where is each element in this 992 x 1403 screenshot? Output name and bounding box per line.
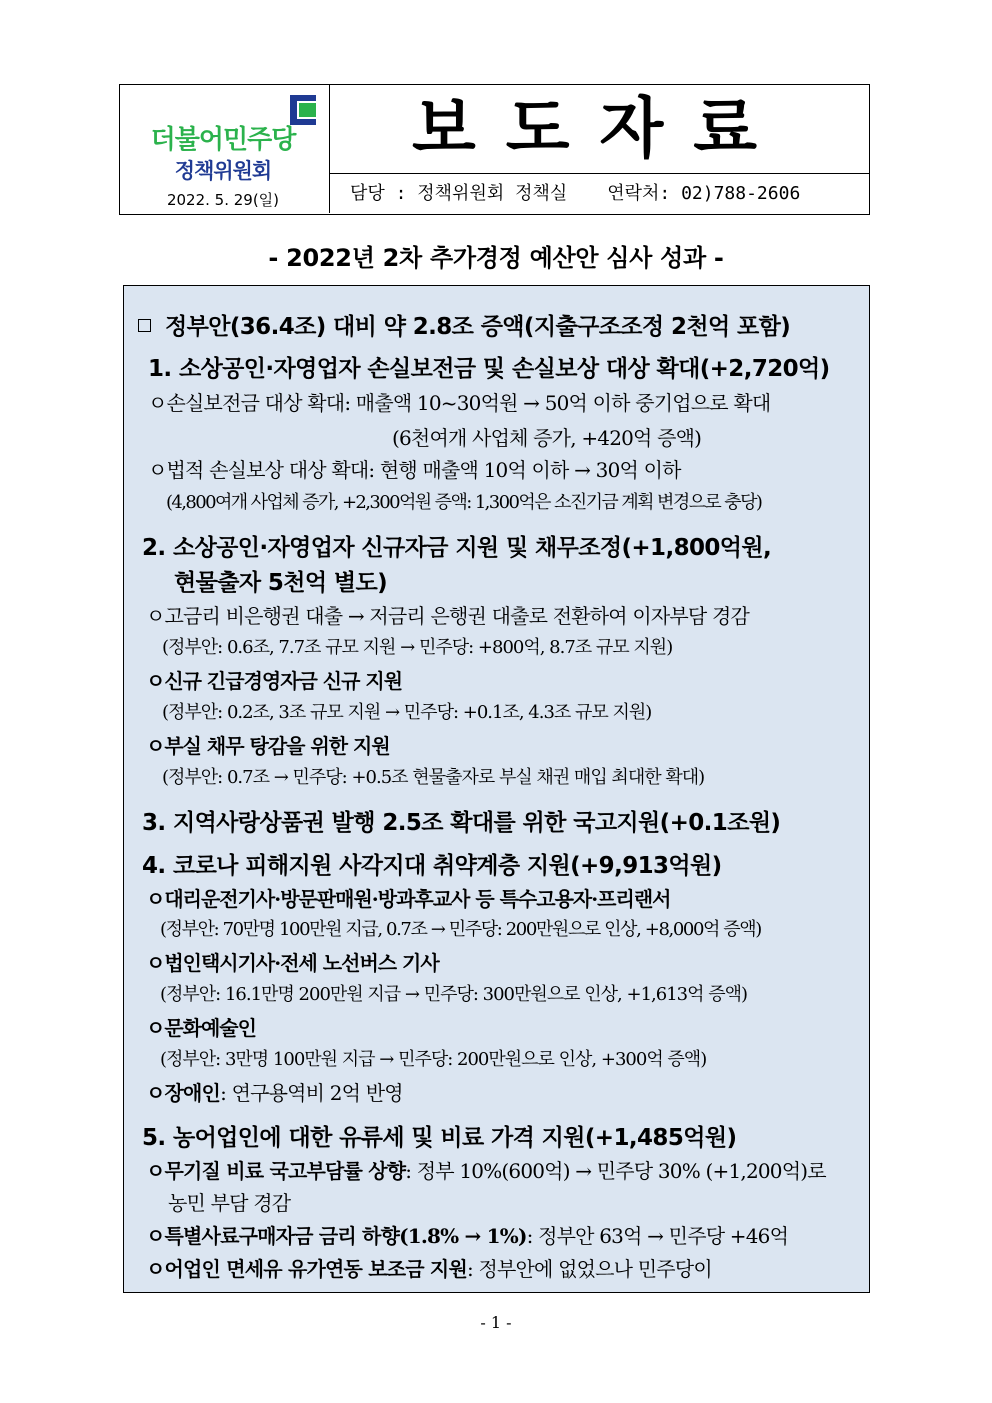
section-4-bullet-4: ㅇ장애인: 연구용역비 2억 반영 xyxy=(146,1081,403,1105)
contact-person: 담당 : 정책위원회 정책실 xyxy=(350,183,568,204)
party-name: 더불어민주당 xyxy=(150,125,296,155)
summary-line: 정부안(36.4조) 대비 약 2.8조 증액(지출구조조정 2천억 포함) xyxy=(138,308,790,341)
section-5-bullet-2: ㅇ특별사료구매자금 금리 하향(1.8% → 1%): 정부안 63억 → 민주당 +46억 xyxy=(146,1224,789,1248)
content-box xyxy=(123,285,870,1293)
section-4-bullet-1-note: (정부안: 70만명 100만원 지급, 0.7조 → 민주당: 200만원으로 인상, +8,000억 증액) xyxy=(160,919,761,940)
title-cell xyxy=(330,85,869,174)
section-2-bullet-3: ㅇ부실 채무 탕감을 위한 지원 xyxy=(146,734,390,758)
document-subtitle: - 2022년 2차 추가경정 예산안 심사 성과 - xyxy=(268,244,724,272)
section-4-bullet-1: ㅇ대리운전기사·방문판매원·방과후교사 등 특수고용자·프리랜서 xyxy=(146,887,671,911)
section-4-bullet-2-note: (정부안: 16.1만명 200만원 지급 → 민주당: 300만원으로 인상, +1,613억 증액) xyxy=(160,984,748,1005)
section-2-bullet-1-note: (정부안: 0.6조, 7.7조 규모 지원 → 민주당: +800억, 8.7조 규모 지원) xyxy=(162,637,673,658)
section-4-bullet-3: ㅇ문화예술인 xyxy=(146,1016,256,1040)
section-2-bullet-2: ㅇ신규 긴급경영자금 신규 지원 xyxy=(146,669,403,693)
section-2-heading: 2. 소상공인·자영업자 신규자금 지원 및 채무조정(+1,800억원, xyxy=(142,535,772,561)
press-header xyxy=(119,84,870,215)
section-1-bullet-2-note: (4,800여개 사업체 증가, +2,300억원 증액: 1,300억은 소진기금 계획 변경으로 충당) xyxy=(166,492,762,513)
section-2-bullet-1: ㅇ고금리 비은행권 대출 → 저금리 은행권 대출로 전환하여 이자부담 경감 xyxy=(146,604,750,628)
committee-name: 정책위원회 xyxy=(174,159,272,183)
section-3-heading: 3. 지역사랑상품권 발행 2.5조 확대를 위한 국고지원(+0.1조원) xyxy=(142,810,781,836)
section-1-bullet-2: ㅇ법적 손실보상 대상 확대: 현행 매출액 10억 이하 → 30억 이하 xyxy=(148,458,681,482)
page-title: 보도자료 xyxy=(411,90,788,167)
section-5-bullet-1-cont: 농민 부담 경감 xyxy=(168,1191,291,1215)
section-5-bullet-3: ㅇ어업인 면세유 유가연동 보조금 지원: 정부안에 없었으나 민주당이 xyxy=(146,1257,712,1281)
release-date: 2022. 5. 29(일) xyxy=(166,191,280,209)
section-1-bullet-1: ㅇ손실보전금 대상 확대: 매출액 10~30억원 → 50억 이하 중기업으로 확대 xyxy=(148,391,771,415)
section-1-heading: 1. 소상공인·자영업자 손실보전금 및 손실보상 대상 확대(+2,720억) xyxy=(148,356,830,382)
contact-info xyxy=(330,174,869,213)
section-4-bullet-3-note: (정부안: 3만명 100만원 지급 → 민주당: 200만원으로 인상, +300억 증액) xyxy=(160,1049,707,1070)
section-4-heading: 4. 코로나 피해지원 사각지대 취약계층 지원(+9,913억원) xyxy=(142,853,722,879)
section-2-heading-cont: 현물출자 5천억 별도) xyxy=(174,570,388,596)
party-logo-block xyxy=(120,85,330,213)
section-5-bullet-1: ㅇ무기질 비료 국고부담률 상향: 정부 10%(600억) → 민주당 30% (+1,200억)로 xyxy=(146,1159,826,1183)
page-number: - 1 - xyxy=(480,1313,512,1332)
checkbox-square-icon xyxy=(138,319,151,332)
section-5-heading: 5. 농어업인에 대한 유류세 및 비료 가격 지원(+1,485억원) xyxy=(142,1125,737,1151)
section-4-bullet-2: ㅇ법인택시기사·전세 노선버스 기사 xyxy=(146,951,439,975)
section-2-bullet-3-note: (정부안: 0.7조 → 민주당: +0.5조 현물출자로 부실 채권 매입 최대한 확대) xyxy=(162,767,705,788)
contact-phone: 연락처: 02)788-2606 xyxy=(607,183,801,204)
section-1-bullet-1-note: (6천여개 사업체 증가, +420억 증액) xyxy=(392,426,702,450)
section-2-bullet-2-note: (정부안: 0.2조, 3조 규모 지원 → 민주당: +0.1조, 4.3조 규모 지원) xyxy=(162,702,652,723)
